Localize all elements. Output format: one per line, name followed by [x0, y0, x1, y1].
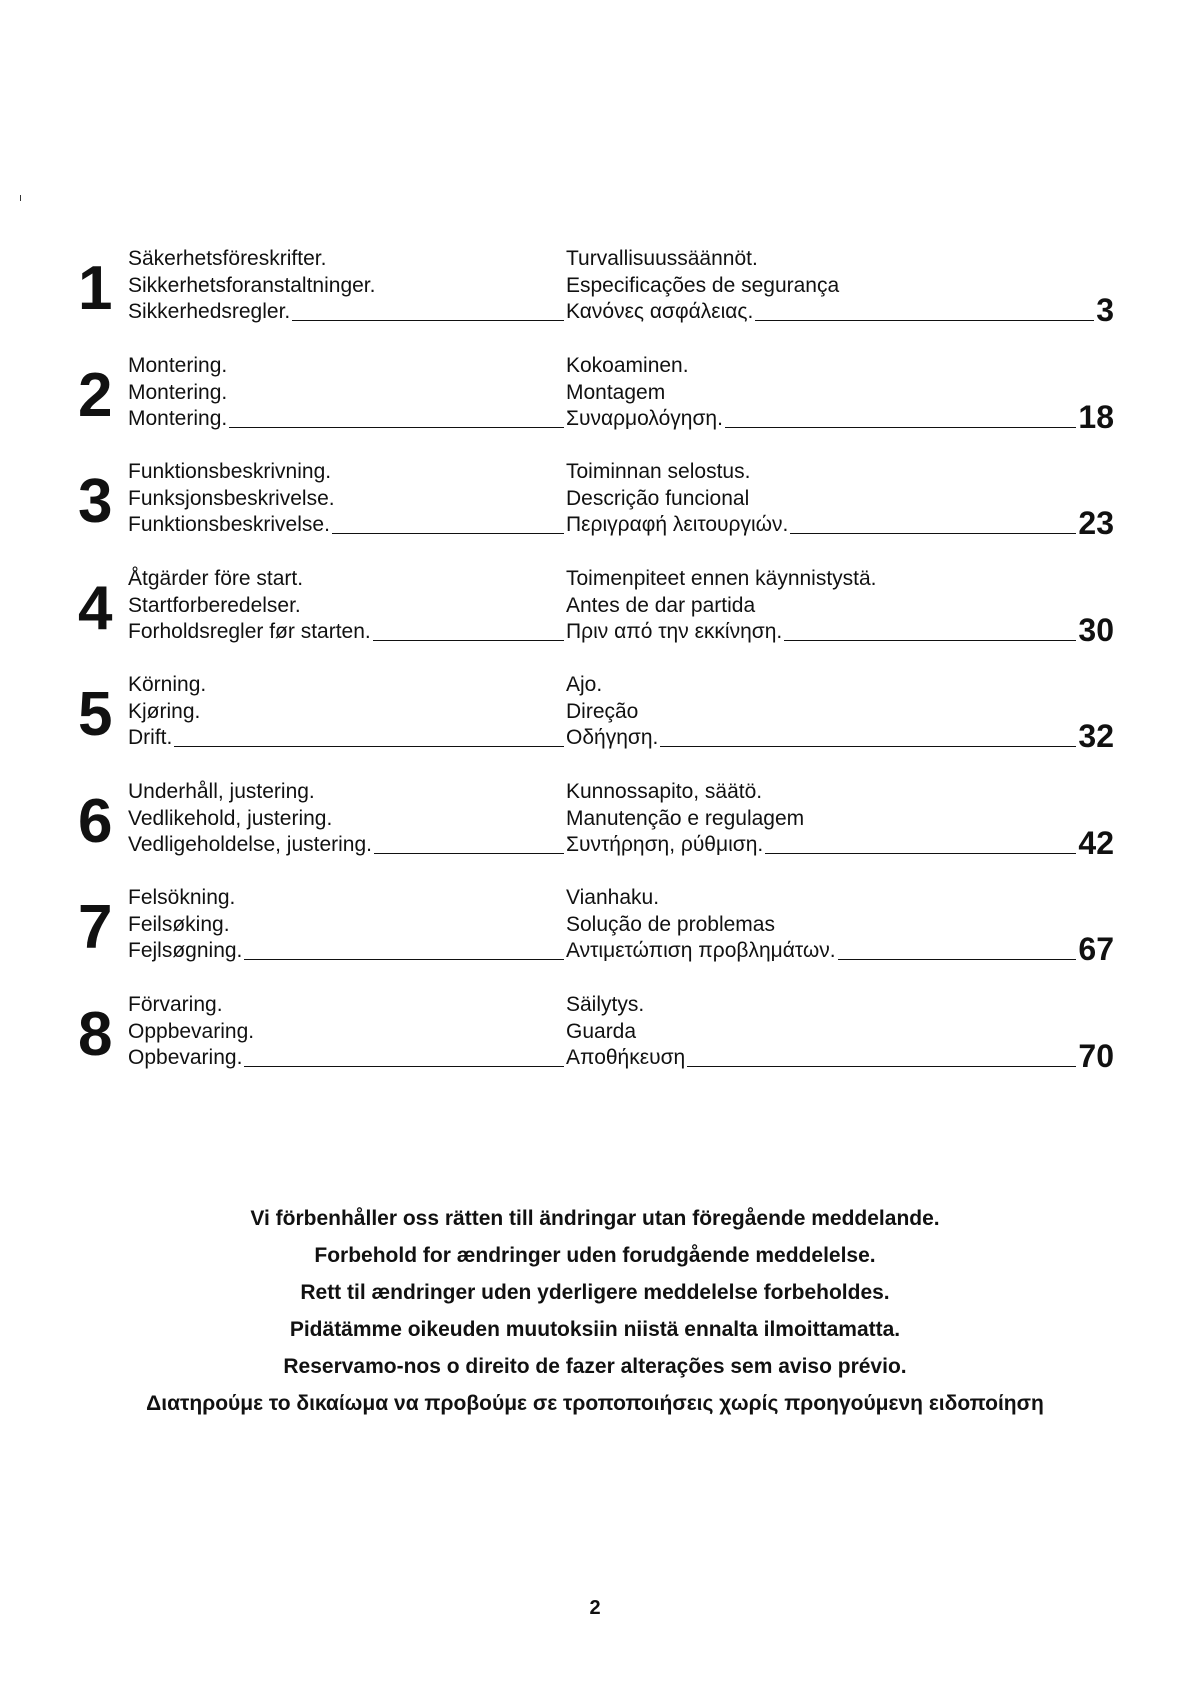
toc-title-left: Åtgärder före start.: [128, 567, 304, 590]
scan-mark: [20, 195, 21, 201]
toc-title-left: Funksjonsbeskrivelse.: [128, 487, 335, 510]
toc-page-number: 18: [1078, 399, 1114, 435]
toc-title-left: Underhåll, justering.: [128, 780, 315, 803]
toc-title-left: Montering.: [128, 407, 228, 430]
leader-line: [229, 427, 564, 428]
toc-title-left: Montering.: [128, 381, 228, 404]
toc-title-right: Συντήρηση, ρύθμιση.: [566, 833, 764, 856]
toc-title-right: Περιγραφή λειτουργιών.: [566, 513, 789, 536]
leader-line: [332, 533, 564, 534]
toc-title-left: Oppbevaring.: [128, 1020, 255, 1043]
toc-title-left: Kjøring.: [128, 700, 201, 723]
toc-entry: [0, 353, 1190, 443]
toc-title-left: Vedligeholdelse, justering.: [128, 833, 373, 856]
leader-line: [244, 1066, 564, 1067]
notice-line: Rett til ændringer uden yderligere meddelelse forbeholdes.: [300, 1281, 890, 1304]
chapter-number: 1: [78, 254, 113, 323]
toc-page-number: 70: [1078, 1038, 1114, 1074]
chapter-number: 6: [78, 787, 113, 856]
leader-line: [765, 853, 1076, 854]
toc-title-right: Solução de problemas: [566, 913, 775, 936]
toc-title-right: Toimenpiteet ennen käynnistystä.: [566, 567, 877, 590]
toc-page-number: 67: [1078, 931, 1114, 967]
leader-line: [174, 746, 564, 747]
notice-line: Διατηρούμε το δικαίωμα να προβούμε σε τροποποιήσεις χωρίς προηγούμενη ειδοποίηση: [146, 1392, 1044, 1415]
chapter-number: 7: [78, 893, 113, 962]
toc-title-left: Funktionsbeskrivning.: [128, 460, 332, 483]
chapter-number: 8: [78, 1000, 113, 1069]
leader-line: [373, 640, 564, 641]
leader-line: [292, 320, 564, 321]
toc-title-right: Direção: [566, 700, 639, 723]
toc-title-left: Sikkerhetsforanstaltninger.: [128, 274, 376, 297]
leader-line: [784, 640, 1076, 641]
toc-title-left: Körning.: [128, 673, 207, 696]
leader-line: [374, 853, 564, 854]
toc-title-right: Toiminnan selostus.: [566, 460, 751, 483]
toc-title-left: Fejlsøgning.: [128, 939, 243, 962]
toc-title-left: Felsökning.: [128, 886, 236, 909]
toc-title-left: Förvaring.: [128, 993, 223, 1016]
toc-title-right: Manutenção e regulagem: [566, 807, 805, 830]
toc-page-number: 23: [1078, 505, 1114, 541]
chapter-number: 5: [78, 680, 113, 749]
toc-title-right: Πριν από την εκκίνηση.: [566, 620, 783, 643]
toc-title-left: Funktionsbeskrivelse.: [128, 513, 330, 536]
toc-title-left: Startforberedelser.: [128, 594, 301, 617]
notice-line: Forbehold for ændringer uden forudgående meddelelse.: [314, 1244, 876, 1267]
toc-title-left: Feilsøking.: [128, 913, 230, 936]
toc-title-right: Säilytys.: [566, 993, 645, 1016]
toc-title-left: Vedlikehold, justering.: [128, 807, 333, 830]
page-number: 2: [589, 1597, 601, 1619]
toc-entry: [0, 246, 1190, 336]
toc-entry: [0, 566, 1190, 656]
toc-title-right: Montagem: [566, 381, 666, 404]
toc-title-right: Kunnossapito, säätö.: [566, 780, 763, 803]
notice-line: Reservamo-nos o direito de fazer alterações sem aviso prévio.: [283, 1355, 907, 1378]
toc-title-left: Opbevaring.: [128, 1046, 243, 1069]
notice-line: Vi förbenhåller oss rätten till ändringar utan föregående meddelande.: [250, 1207, 940, 1230]
toc-entry: [0, 459, 1190, 549]
notice-line: Pidätämme oikeuden muutoksiin niistä ennalta ilmoittamatta.: [289, 1318, 901, 1341]
toc-title-left: Sikkerhedsregler.: [128, 300, 291, 323]
toc-title-right: Turvallisuussäännöt.: [566, 247, 758, 270]
chapter-number: 4: [78, 574, 113, 643]
toc-title-left: Montering.: [128, 354, 228, 377]
chapter-number: 2: [78, 361, 113, 430]
toc-title-left: Säkerhetsföreskrifter.: [128, 247, 327, 270]
toc-entry: [0, 992, 1190, 1082]
leader-line: [838, 959, 1076, 960]
toc-entry: [0, 672, 1190, 762]
toc-entry: [0, 885, 1190, 975]
toc-title-right: Guarda: [566, 1020, 637, 1043]
toc-page-number: 3: [1096, 292, 1114, 328]
toc-title-right: Οδήγηση.: [566, 726, 659, 749]
toc-title-left: Forholdsregler før starten.: [128, 620, 371, 643]
toc-title-right: Antes de dar partida: [566, 594, 756, 617]
toc-title-right: Kokoaminen.: [566, 354, 689, 377]
toc-page-number: 30: [1078, 612, 1114, 648]
toc-entry: [0, 779, 1190, 869]
notices: [0, 1200, 1190, 1422]
toc-title-right: Descrição funcional: [566, 487, 750, 510]
leader-line: [725, 427, 1076, 428]
leader-line: [687, 1066, 1076, 1067]
toc-title-right: Ajo.: [566, 673, 603, 696]
leader-line: [244, 959, 564, 960]
toc-page-number: 32: [1078, 718, 1114, 754]
leader-line: [755, 320, 1094, 321]
toc-title-right: Κανόνες ασφάλειας.: [566, 300, 754, 323]
toc-title-right: Especificações de segurança: [566, 274, 840, 297]
toc-title-right: Vianhaku.: [566, 886, 660, 909]
chapter-number: 3: [78, 467, 113, 536]
toc-title-right: Αποθήκευση: [566, 1046, 686, 1069]
toc-page-number: 42: [1078, 825, 1114, 861]
toc-title-right: Συναρμολόγηση.: [566, 407, 723, 430]
toc-title-right: Αντιμετώπιση προβλημάτων.: [566, 939, 836, 962]
leader-line: [790, 533, 1076, 534]
leader-line: [660, 746, 1076, 747]
toc-title-left: Drift.: [128, 726, 173, 749]
